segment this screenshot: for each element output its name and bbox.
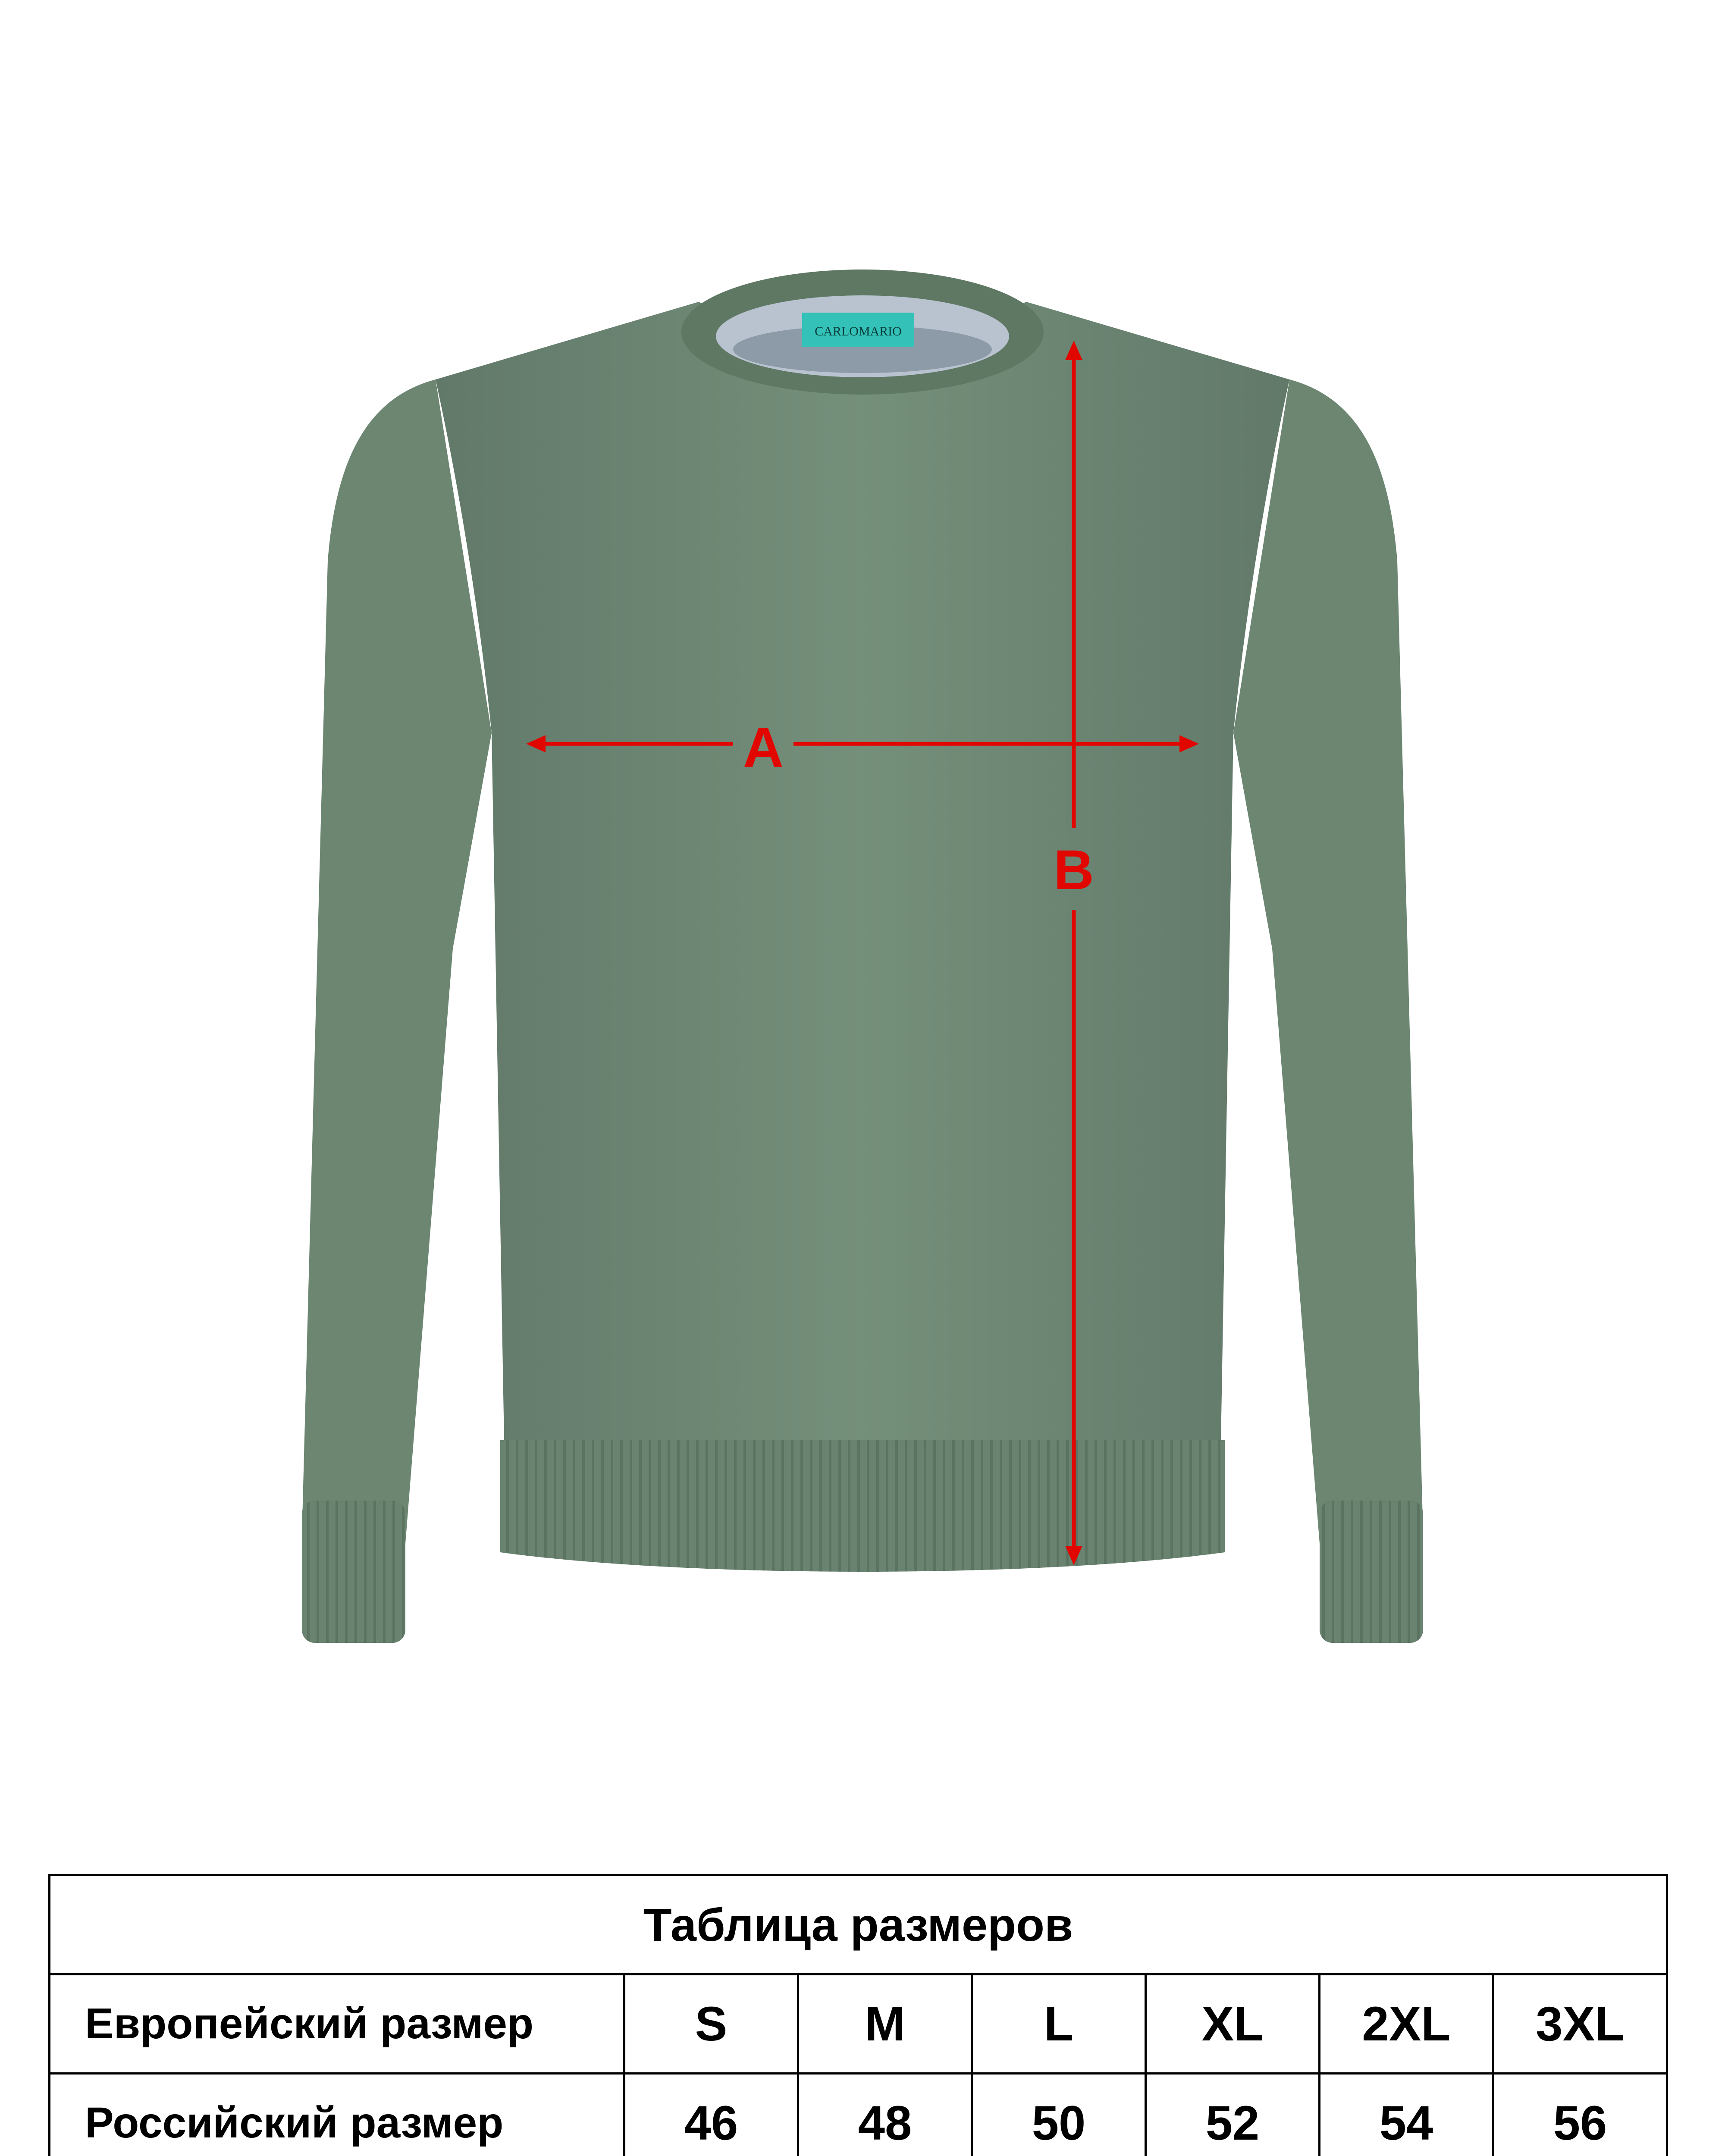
table-title-row bbox=[50, 1875, 1667, 1974]
size-table bbox=[48, 1874, 1668, 2156]
brand-tag-text: CARLOMARIO bbox=[815, 324, 902, 338]
row-label-eu: Европейский размер bbox=[50, 1974, 624, 2074]
cell-ru-2xl: 54 bbox=[1320, 2074, 1493, 2156]
cell-eu-s: S bbox=[624, 1974, 798, 2074]
cell-ru-3xl: 56 bbox=[1493, 2074, 1667, 2156]
row-label-ru: Российский размер bbox=[50, 2074, 624, 2156]
sweater-body bbox=[436, 302, 1289, 1466]
hem-rib bbox=[500, 1440, 1225, 1572]
cell-ru-m: 48 bbox=[798, 2074, 972, 2156]
cell-eu-xl: XL bbox=[1146, 1974, 1320, 2074]
cell-eu-3xl: 3XL bbox=[1493, 1974, 1667, 2074]
cell-eu-l: L bbox=[972, 1974, 1146, 2074]
cell-eu-2xl: 2XL bbox=[1320, 1974, 1493, 2074]
cell-ru-l: 50 bbox=[972, 2074, 1146, 2156]
measure-a-label: A bbox=[743, 716, 784, 779]
cell-eu-m: M bbox=[798, 1974, 972, 2074]
left-sleeve bbox=[302, 379, 492, 1544]
right-sleeve bbox=[1233, 379, 1423, 1544]
left-cuff bbox=[302, 1501, 405, 1643]
measure-b-label: B bbox=[1054, 838, 1094, 901]
table-row-eu bbox=[50, 1974, 1667, 2074]
table-row-ru bbox=[50, 2074, 1667, 2156]
table-title: Таблица размеров bbox=[50, 1875, 1667, 1974]
right-cuff bbox=[1320, 1501, 1423, 1643]
brand-tag bbox=[802, 313, 914, 347]
cell-ru-xl: 52 bbox=[1146, 2074, 1320, 2156]
cell-ru-s: 46 bbox=[624, 2074, 798, 2156]
